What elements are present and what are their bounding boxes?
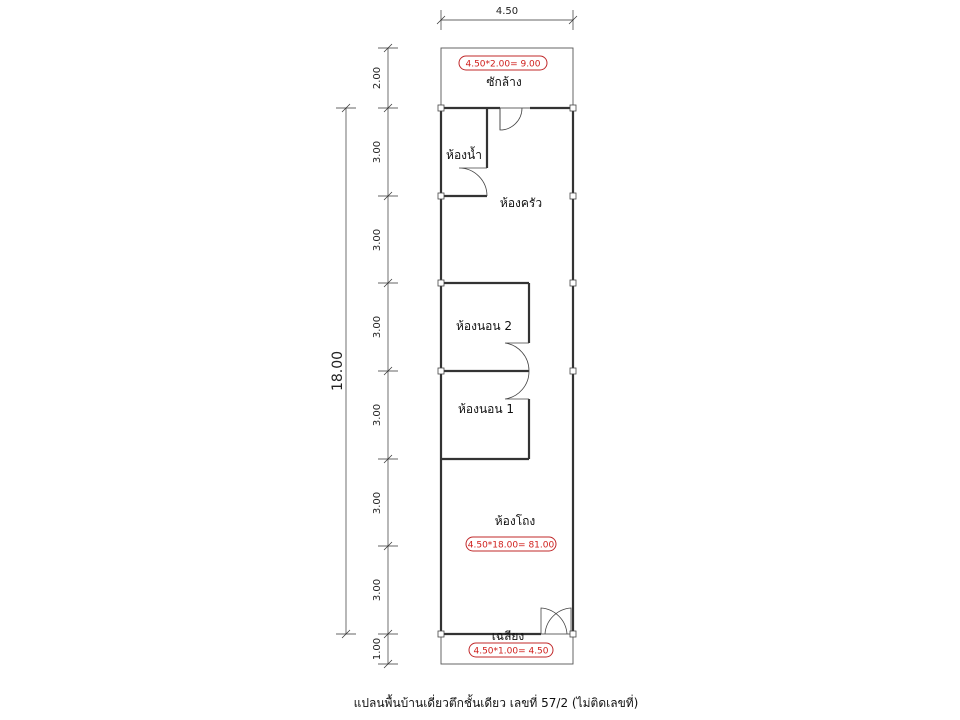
- top-width-label: 4.50: [495, 6, 519, 17]
- bathroom-door-swing: [459, 168, 487, 196]
- room-label-kitchen: ห้องครัว: [499, 196, 543, 210]
- plan-caption: แปลนพื้นบ้านเดี่ยวตึกชั้นเดียว เลขที่ 57/2 (ไม่ติดเลขที่): [353, 696, 639, 710]
- main-area-label: 4.50*18.00= 81.00: [467, 540, 555, 551]
- segment-label: 3.00: [372, 315, 383, 339]
- segment-label: 3.00: [372, 140, 383, 164]
- segment-label: 1.00: [372, 637, 383, 661]
- front-door-swing-2: [545, 608, 571, 634]
- top-dimension: [437, 6, 577, 30]
- room-label-bedroom2: ห้องนอน 2: [455, 319, 513, 333]
- wash-door-swing: [500, 108, 522, 130]
- segment-dimensions: [372, 44, 398, 668]
- front-door-swing: [541, 608, 567, 634]
- segment-label: 3.00: [372, 403, 383, 427]
- room-label-hall: ห้องโถง: [494, 514, 536, 528]
- room-label-wash-area: ซักล้าง: [486, 75, 522, 89]
- segment-label: 3.00: [372, 491, 383, 515]
- room-label-porch: เฉลียง: [491, 629, 525, 643]
- total-length-dimension: [330, 104, 356, 638]
- segment-label: 3.00: [372, 228, 383, 252]
- segment-label: 3.00: [372, 578, 383, 602]
- bedroom1-door-swing: [505, 371, 529, 399]
- total-length-label: 18.00: [330, 350, 346, 392]
- wash-area-area-label: 4.50*2.00= 9.00: [465, 59, 541, 70]
- porch-area-label: 4.50*1.00= 4.50: [473, 646, 549, 657]
- segment-label: 2.00: [372, 66, 383, 90]
- house-walls: [441, 108, 573, 634]
- bedroom2-door-swing: [505, 343, 529, 371]
- room-label-bedroom1: ห้องนอน 1: [457, 402, 515, 416]
- room-label-bathroom: ห้องน้ำ: [446, 148, 482, 162]
